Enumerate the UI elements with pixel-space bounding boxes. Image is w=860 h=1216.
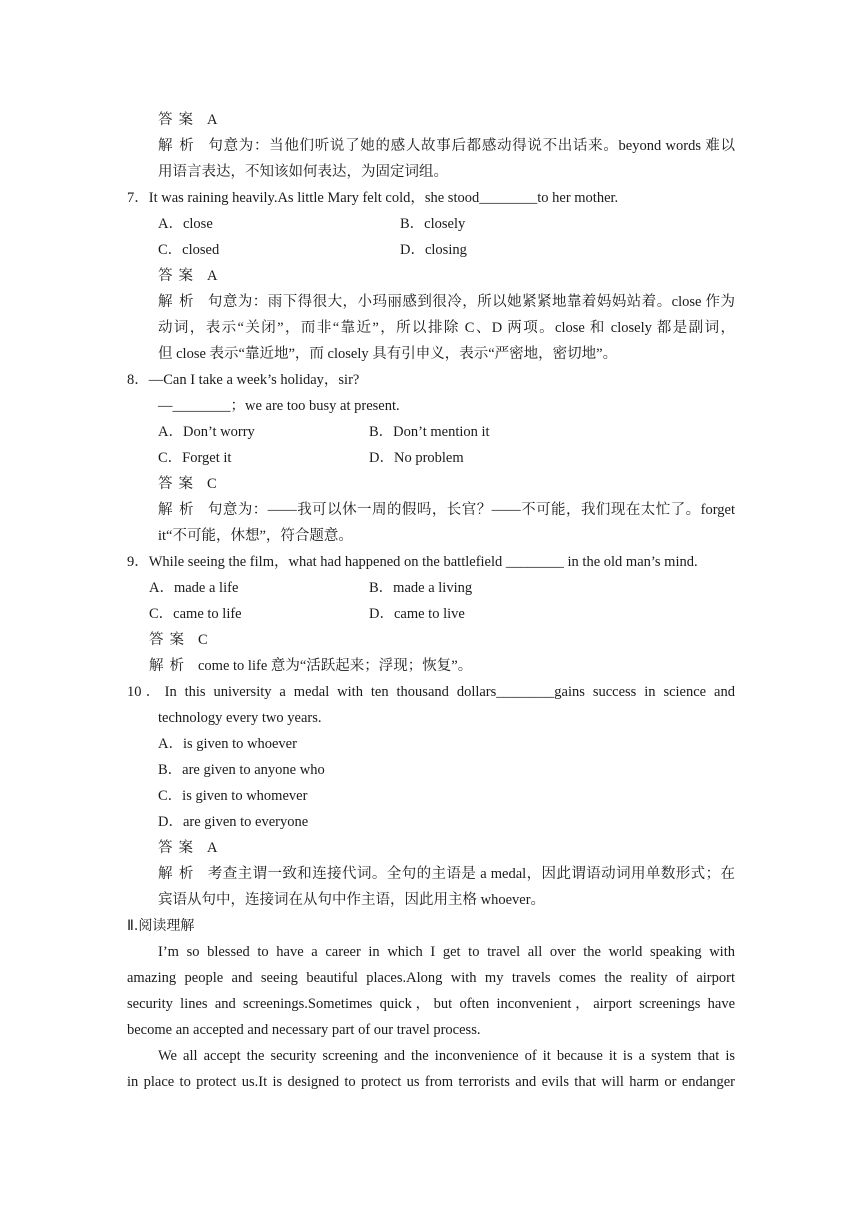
analysis-line: 解析 句意为：当他们听说了她的感人故事后都感动得说不出话来。beyond words 难以 [158, 138, 735, 154]
answer-line-6 [158, 110, 217, 130]
option-a: A．Don’t worry [158, 424, 255, 440]
answer-value: A [207, 112, 218, 128]
analysis-line: 解析 come to life 意为“活跃起来；浮现；恢复”。 [149, 658, 473, 674]
passage-line: amazing people and seeing beautiful places.Along with my travels comes the reality of airport [127, 970, 735, 986]
option-a: A．close [158, 216, 213, 232]
option-c: C．closed [158, 242, 220, 258]
option-d: D．No problem [369, 450, 464, 466]
option-c: C．came to life [149, 606, 242, 622]
analysis-label: 解析 [158, 138, 201, 154]
option-a: A．is given to whoever [158, 736, 297, 752]
option-b: B．closely [400, 216, 466, 232]
option-d: D．closing [400, 242, 467, 258]
section-heading: Ⅱ.阅读理解 [127, 918, 195, 934]
analysis-line: it“不可能，休想”，符合题意。 [158, 528, 353, 544]
question-stem-10: 10．In this university a medal with ten thousand dollars________gains success in science and [127, 684, 735, 700]
option-a: A．made a life [149, 580, 239, 596]
answer-value: C [207, 476, 217, 492]
answer-line-9: 答案 C [149, 632, 208, 648]
question-stem-7: 7．It was raining heavily.As little Mary felt cold，she stood________to her mother. [127, 190, 619, 206]
option-b: B．made a living [369, 580, 473, 596]
option-c: C．is given to whomever [158, 788, 308, 804]
passage-line: I’m so blessed to have a career in which I get to travel all over the world speaking with [158, 944, 735, 960]
analysis-line: 用语言表达，不知该如何表达，为固定词组。 [158, 164, 448, 180]
passage-line: security lines and screenings.Sometimes quick，but often inconvenient，airport screenings have [127, 996, 735, 1012]
answer-line-8: 答案 C [158, 476, 217, 492]
passage-line: become an accepted and necessary part of our travel process. [127, 1022, 481, 1038]
answer-line-7: 答案 A [158, 268, 218, 284]
analysis-label: 解析 [149, 658, 190, 674]
analysis-line: 解析 句意为：雨下得很大，小玛丽感到很冷，所以她紧紧地靠着妈妈站着。close 作为 [158, 294, 735, 310]
option-d: D．came to live [369, 606, 465, 622]
analysis-line: 解析 考查主谓一致和连接代词。全句的主语是 a medal，因此谓语动词用单数形式；在 [158, 866, 735, 882]
question-stem-10-cont: technology every two years. [158, 710, 322, 726]
option-b: B．are given to anyone who [158, 762, 325, 778]
answer-value: A [207, 840, 218, 856]
analysis-line: 但 close 表示“靠近地”，而 closely 具有引申义，表示“严密地，密切地”。 [158, 346, 618, 362]
answer-label: 答案 [158, 112, 199, 128]
analysis-line: 解析 句意为：——我可以休一周的假吗，长官？——不可能，我们现在太忙了。forget [158, 502, 736, 518]
answer-line-10: 答案 A [158, 840, 218, 856]
passage-line: in place to protect us.It is designed to protect us from terrorists and evils that will harm or endanger [127, 1074, 735, 1090]
question-stem-8: 8．—Can I take a week’s holiday，sir? [127, 372, 360, 388]
option-d: D．are given to everyone [158, 814, 309, 830]
answer-value: A [207, 268, 218, 284]
question-stem-8-reply: —________；we are too busy at present. [158, 398, 400, 414]
analysis-line: 宾语从句中，连接词在从句中作主语，因此用主格 whoever。 [158, 892, 546, 908]
analysis-label: 解析 [158, 866, 200, 882]
option-c: C．Forget it [158, 450, 232, 466]
question-stem-9: 9．While seeing the film，what had happened on the battlefield ________ in the old man’s mind. [127, 554, 698, 570]
answer-value: C [198, 632, 208, 648]
passage-line: We all accept the security screening and the inconvenience of it because it is a system that is [158, 1048, 735, 1064]
analysis-label: 解析 [158, 294, 200, 310]
option-b: B．Don’t mention it [369, 424, 490, 440]
analysis-label: 解析 [158, 502, 200, 518]
analysis-line: 动词，表示“关闭”，而非“靠近”，所以排除 C、D 两项。close 和 closely 都是副词， [158, 320, 735, 336]
